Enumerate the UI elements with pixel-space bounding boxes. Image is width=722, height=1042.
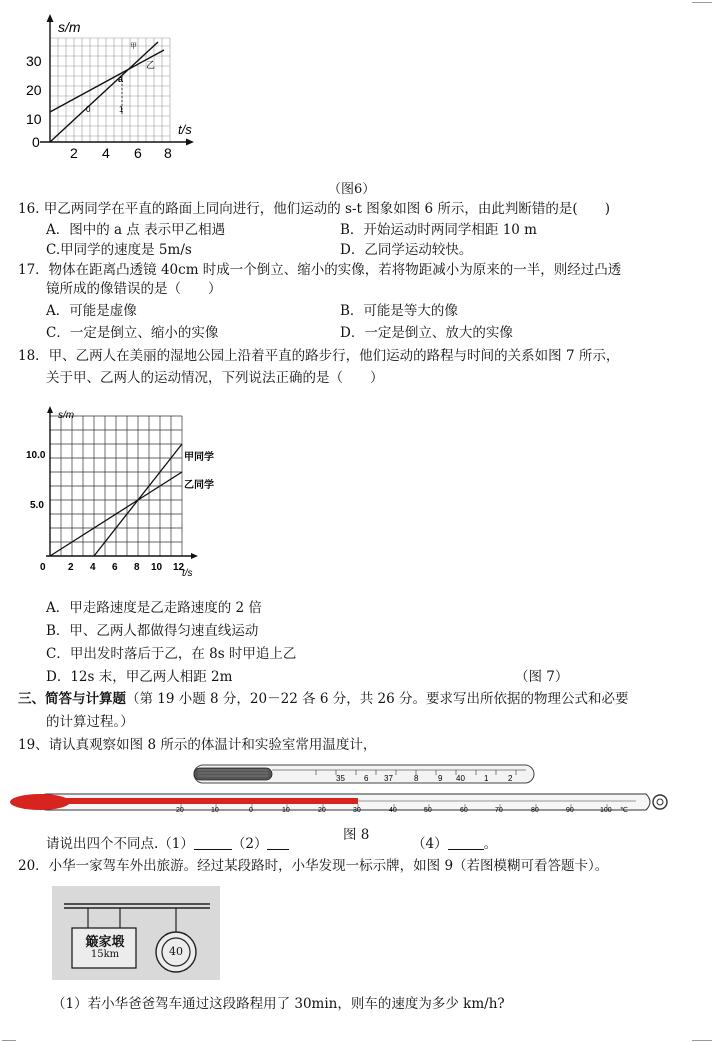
q17-stem-line1: 17．物体在距离凸透镜 40cm 时成一个倒立、缩小的实像，若将物距减小为原来的一半，则经过凸透 [18, 262, 622, 278]
fig7-y-tick-5: 5.0 [30, 500, 44, 511]
figure-7-caption: （图 7） [515, 669, 569, 685]
fig6-mark-right: 1 [119, 105, 124, 114]
figure-9-road-sign [52, 886, 220, 980]
fig7-label-yi: 乙同学 [184, 480, 214, 491]
figure-8-caption: 图 8 [343, 827, 370, 843]
section-3-note-line2: 的计算过程。） [46, 714, 134, 730]
fig7-x-tick-10: 10 [151, 562, 163, 573]
fig6-y-axis-label: s/m [58, 19, 81, 35]
q16-option-d: D．乙同学运动较快。 [340, 242, 473, 258]
fig6-mark-left: 0 [86, 105, 91, 114]
fig6-y-tick-10: 10 [26, 111, 42, 127]
q17-option-b: B．可能是等大的像 [340, 303, 458, 319]
figure-7-graph [18, 404, 228, 580]
clinical-thermometer [194, 765, 534, 783]
lab-tick-100: 100 [600, 807, 612, 814]
fig6-y-arrow [47, 14, 54, 22]
lab-tick-30: 30 [353, 807, 361, 814]
q20-sub1: （1）若小华爸爸驾车通过这段路程用了 30min，则车的速度为多少 km/h? [52, 996, 505, 1012]
q16-option-a: A．图中的 a 点 表示甲乙相遇 [46, 222, 226, 238]
q19-blank-2[interactable] [267, 835, 289, 850]
fig6-point-a: a [118, 74, 124, 84]
lab-tick-minus10: 10 [211, 807, 219, 814]
q18-option-c: C．甲出发时落后于乙，在 8s 时甲追上乙 [46, 646, 297, 662]
fig7-x-axis-label: t/s [182, 568, 193, 579]
q19-stem: 19、请认真观察如图 8 所示的体温计和实验室常用温度计， [18, 737, 377, 753]
crop-mark-top-right [692, 2, 712, 11]
fig6-x-axis-label: t/s [178, 122, 192, 137]
lab-unit: ℃ [620, 807, 628, 814]
q19-answer-line [46, 835, 289, 853]
q17-stem-line2: 镜所成的像错误的是（ ） [46, 281, 222, 297]
fig6-y-tick-20: 20 [26, 82, 42, 98]
sign-speed-limit: 40 [169, 945, 183, 958]
fig7-x-tick-8: 8 [134, 562, 140, 573]
q18-option-a: A．甲走路速度是乙走路速度的 2 倍 [46, 600, 262, 616]
fig7-grid [50, 416, 182, 556]
q18-stem-line2: 关于甲、乙两人的运动情况，下列说法正确的是（ ） [46, 370, 384, 386]
lab-tick-50: 50 [424, 807, 432, 814]
q19-answer-2: （2） [231, 836, 268, 852]
q20-stem: 20．小华一家驾车外出旅游。经过某段路时，小华发现一标示牌，如图 9（若图模糊可看答题卡）。 [18, 858, 609, 874]
fig6-x-arrow [186, 139, 194, 146]
q19-answer-end: 。 [483, 836, 498, 852]
fig7-x-tick-6: 6 [112, 562, 118, 573]
fig6-axes [40, 18, 190, 142]
crop-mark-bottom-right [692, 1034, 712, 1041]
fig6-x-tick-8: 8 [164, 145, 172, 160]
fig6-y-tick-30: 30 [26, 53, 42, 69]
fig6-x-tick-6: 6 [134, 145, 142, 160]
figure-6-caption: （图6） [328, 182, 376, 197]
q17-option-a: A．可能是虚像 [46, 303, 137, 319]
section-3-note-line1: （第 19 小题 8 分，20－22 各 6 分，共 26 分。要求写出所依据的物理公式和必要 [126, 691, 629, 707]
fig7-x-tick-2: 2 [68, 562, 74, 573]
crop-mark-bottom-left [2, 1034, 16, 1041]
fig7-x-arrow [191, 553, 198, 559]
q19-answer-prefix: 请说出四个不同点.（1） [46, 836, 194, 852]
lab-tick-10: 10 [282, 807, 290, 814]
lab-tick-90: 90 [566, 807, 574, 814]
q18-stem-line1: 18．甲、乙两人在美丽的湿地公园上沿着平直的路步行，他们运动的路程与时间的关系如图 7 所示， [18, 348, 620, 364]
q18-option-b: B．甲、乙两人都做得匀速直线运动 [46, 623, 259, 639]
fig7-origin: 0 [40, 562, 46, 573]
section-3-title: 三、简答与计算题 [18, 691, 126, 707]
q19-blank-4[interactable] [448, 835, 484, 850]
q16-option-c: C.甲同学的速度是 5m/s [46, 242, 192, 258]
q17-option-d: D．一定是倒立、放大的实像 [340, 325, 513, 341]
figure-6-graph [18, 10, 208, 160]
lab-tick-60: 60 [460, 807, 468, 814]
clinical-tick-37: 37 [384, 774, 393, 783]
lab-tick-minus20: 20 [176, 807, 184, 814]
fig6-label-jia: 甲 [130, 43, 137, 50]
sign-distance: 15km [90, 949, 120, 960]
fig6-y-tick-0: 0 [32, 134, 40, 150]
q17-option-c: C．一定是倒立、缩小的实像 [46, 325, 219, 341]
lab-tick-40: 40 [389, 807, 397, 814]
q19-blank-1[interactable] [194, 835, 232, 850]
q19-answer-4: （4） [412, 836, 448, 852]
fig7-y-tick-10: 10.0 [26, 450, 46, 461]
clinical-tick-41: 1 [484, 774, 489, 783]
fig7-axes [46, 410, 194, 556]
q16-stem: 16. 甲乙两同学在平直的路面上同向进行，他们运动的 s-t 图象如图 6 所示，由此判断错的是( ) [18, 201, 610, 217]
lab-tick-70: 70 [495, 807, 503, 814]
fig7-x-tick-12: 12 [173, 562, 185, 573]
clinical-tick-39: 9 [438, 774, 443, 783]
lab-thermometer [10, 794, 667, 814]
clinical-tick-36: 6 [364, 774, 369, 783]
clinical-tick-35: 35 [336, 774, 345, 783]
lab-tick-80: 80 [531, 807, 539, 814]
q16-option-b: B．开始运动时两同学相距 10 m [340, 222, 537, 238]
figure-8-thermometers [6, 760, 678, 820]
sign-place-name: 簸家塅 [85, 935, 125, 950]
fig7-label-jia: 甲同学 [184, 452, 214, 463]
clinical-tick-40: 40 [456, 774, 465, 783]
fig7-y-axis-label: s/m [58, 410, 75, 421]
fig6-label-yi: 乙 [146, 60, 156, 70]
fig6-x-tick-4: 4 [102, 145, 110, 160]
fig7-y-arrow [47, 406, 53, 413]
fig7-x-tick-4: 4 [90, 562, 96, 573]
fig6-x-tick-2: 2 [70, 145, 78, 160]
clinical-tick-42: 2 [508, 774, 513, 783]
lab-tick-0: 0 [249, 807, 253, 814]
q19-answer-line-right [412, 835, 497, 853]
lab-tick-20: 20 [318, 807, 326, 814]
q18-option-d: D．12s 末，甲乙两人相距 2m [46, 669, 233, 685]
clinical-tick-38: 8 [414, 774, 419, 783]
fig6-grid [50, 38, 170, 142]
section-3-header [18, 690, 629, 708]
